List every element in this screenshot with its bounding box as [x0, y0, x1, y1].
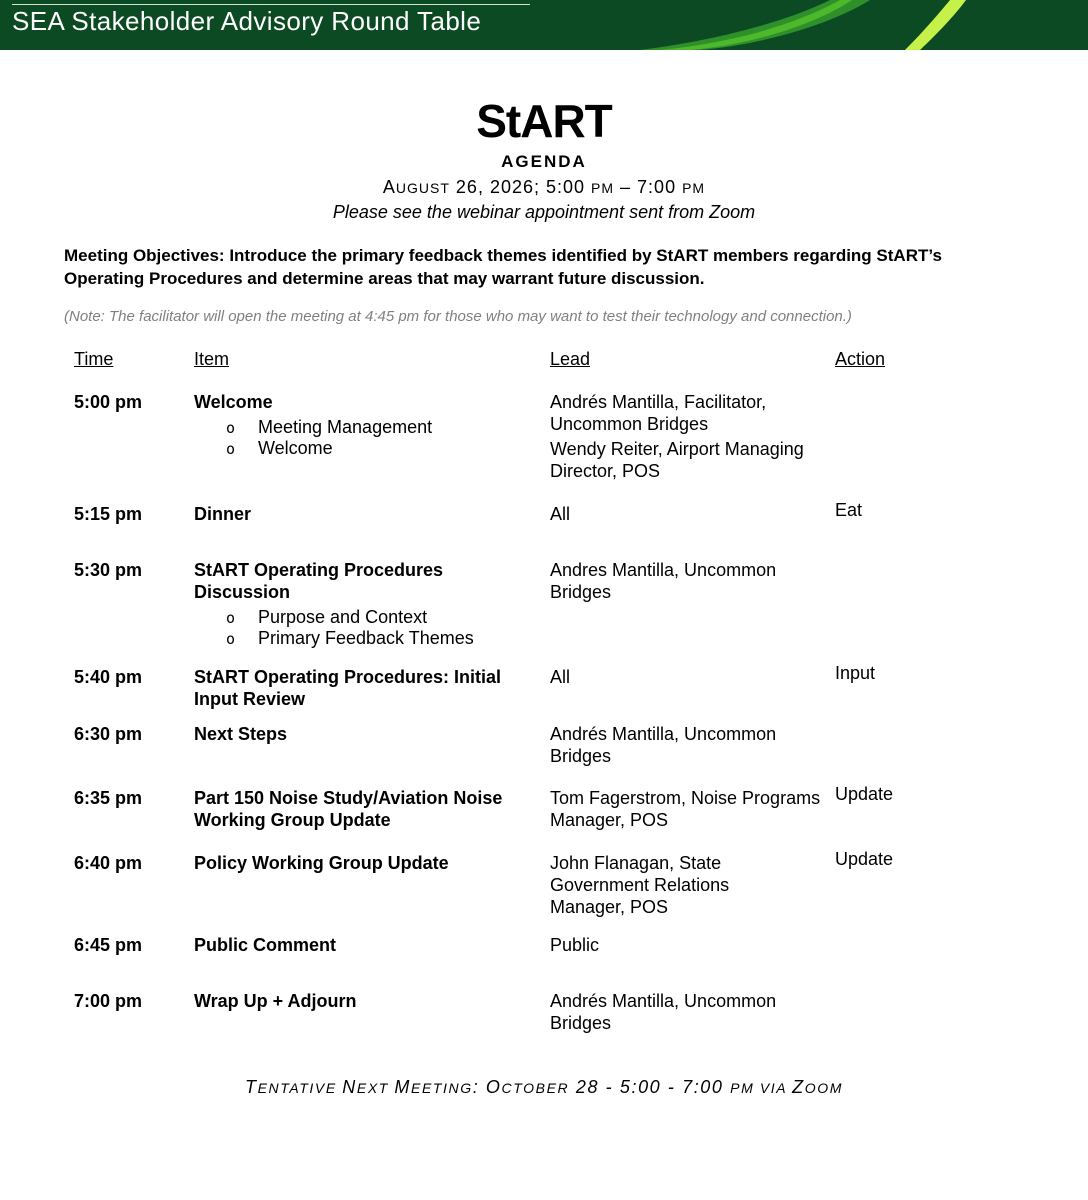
row-item	[194, 723, 524, 745]
row-time: 5:15 pm	[74, 504, 143, 524]
row-item	[194, 559, 524, 649]
row-action: Update	[835, 849, 894, 869]
header-banner	[0, 0, 1088, 50]
lead-entry: Public	[550, 935, 600, 955]
agenda-heading: AGENDA	[501, 152, 587, 171]
column-header-action: Action	[835, 349, 886, 369]
row-item-title: StART Operating Procedures: Initial Input Review	[194, 667, 502, 709]
facilitator-note: (Note: The facilitator will open the meeting at 4:45 pm for those who may want to test their technology and connection.)	[64, 308, 852, 325]
row-subitems	[194, 417, 524, 459]
row-item	[194, 787, 524, 831]
row-time: 5:30 pm	[74, 560, 143, 580]
row-lead	[550, 990, 825, 1034]
row-time: 5:40 pm	[74, 667, 143, 687]
row-item	[194, 990, 524, 1012]
row-lead	[550, 666, 825, 688]
lead-entry: Tom Fagerstrom, Noise Programs Manager, POS	[550, 788, 821, 830]
column-header-time: Time	[74, 349, 114, 369]
row-item	[194, 666, 524, 710]
row-item-title: Next Steps	[194, 724, 288, 744]
meeting-objectives: Meeting Objectives: Introduce the primary feedback themes identified by StART members regarding StART’s Operating Procedures and determine areas that may warrant future discussion.	[64, 246, 942, 288]
banner-rule	[12, 4, 530, 5]
row-time: 7:00 pm	[74, 991, 143, 1011]
column-header-lead: Lead	[550, 349, 591, 369]
subitem: o Primary Feedback Themes	[194, 628, 524, 649]
row-lead	[550, 503, 825, 525]
row-action: Eat	[835, 500, 863, 520]
row-time: 6:45 pm	[74, 935, 143, 955]
row-lead	[550, 787, 825, 831]
row-item-title: Welcome	[194, 392, 273, 412]
row-item-title: Dinner	[194, 504, 252, 524]
row-lead	[550, 934, 825, 956]
row-action: Update	[835, 784, 894, 804]
lead-entry: Andrés Mantilla, Uncommon Bridges	[550, 724, 777, 766]
row-item-title: Public Comment	[194, 935, 337, 955]
row-item-title: Part 150 Noise Study/Aviation Noise Working Group Update	[194, 788, 503, 830]
row-item	[194, 934, 524, 956]
row-lead	[550, 723, 825, 767]
subitem: o Meeting Management	[194, 417, 524, 438]
subitem: o Welcome	[194, 438, 524, 459]
next-meeting-note: TENTATIVE NEXT MEETING: OCTOBER 28 - 5:00 - 7:00 PM VIA ZOOM	[244, 1077, 844, 1097]
row-lead	[550, 391, 825, 482]
row-item	[194, 852, 524, 874]
row-lead	[550, 559, 825, 603]
lead-entry: All	[550, 667, 571, 687]
lead-entry: All	[550, 504, 571, 524]
row-time: 6:40 pm	[74, 853, 143, 873]
row-item-title: Policy Working Group Update	[194, 853, 449, 873]
document-title: StART	[476, 95, 612, 147]
row-time: 5:00 pm	[74, 392, 143, 412]
lead-entry: Andres Mantilla, Uncommon Bridges	[550, 560, 777, 602]
row-subitems	[194, 607, 524, 649]
row-item-title: Wrap Up + Adjourn	[194, 991, 357, 1011]
banner-title: SEA Stakeholder Advisory Round Table	[12, 6, 482, 36]
lead-entry: Andrés Mantilla, Uncommon Bridges	[550, 991, 777, 1033]
row-time: 6:35 pm	[74, 788, 143, 808]
column-header-item: Item	[194, 349, 230, 369]
lead-entry: Wendy Reiter, Airport Managing Director, POS	[550, 439, 804, 481]
row-lead	[550, 852, 780, 918]
row-item	[194, 391, 524, 459]
row-item	[194, 503, 524, 525]
subitem: o Purpose and Context	[194, 607, 524, 628]
lead-entry: John Flanagan, State Government Relations Manager, POS	[550, 853, 730, 917]
meeting-date: AUGUST 26, 2026; 5:00 PM – 7:00 PM	[382, 177, 706, 197]
lead-entry: Andrés Mantilla, Facilitator, Uncommon Bridges	[550, 392, 767, 434]
row-item-title: StART Operating Procedures Discussion	[194, 560, 444, 602]
row-time: 6:30 pm	[74, 724, 143, 744]
zoom-note: Please see the webinar appointment sent from Zoom	[332, 202, 756, 222]
row-action: Input	[835, 663, 876, 683]
